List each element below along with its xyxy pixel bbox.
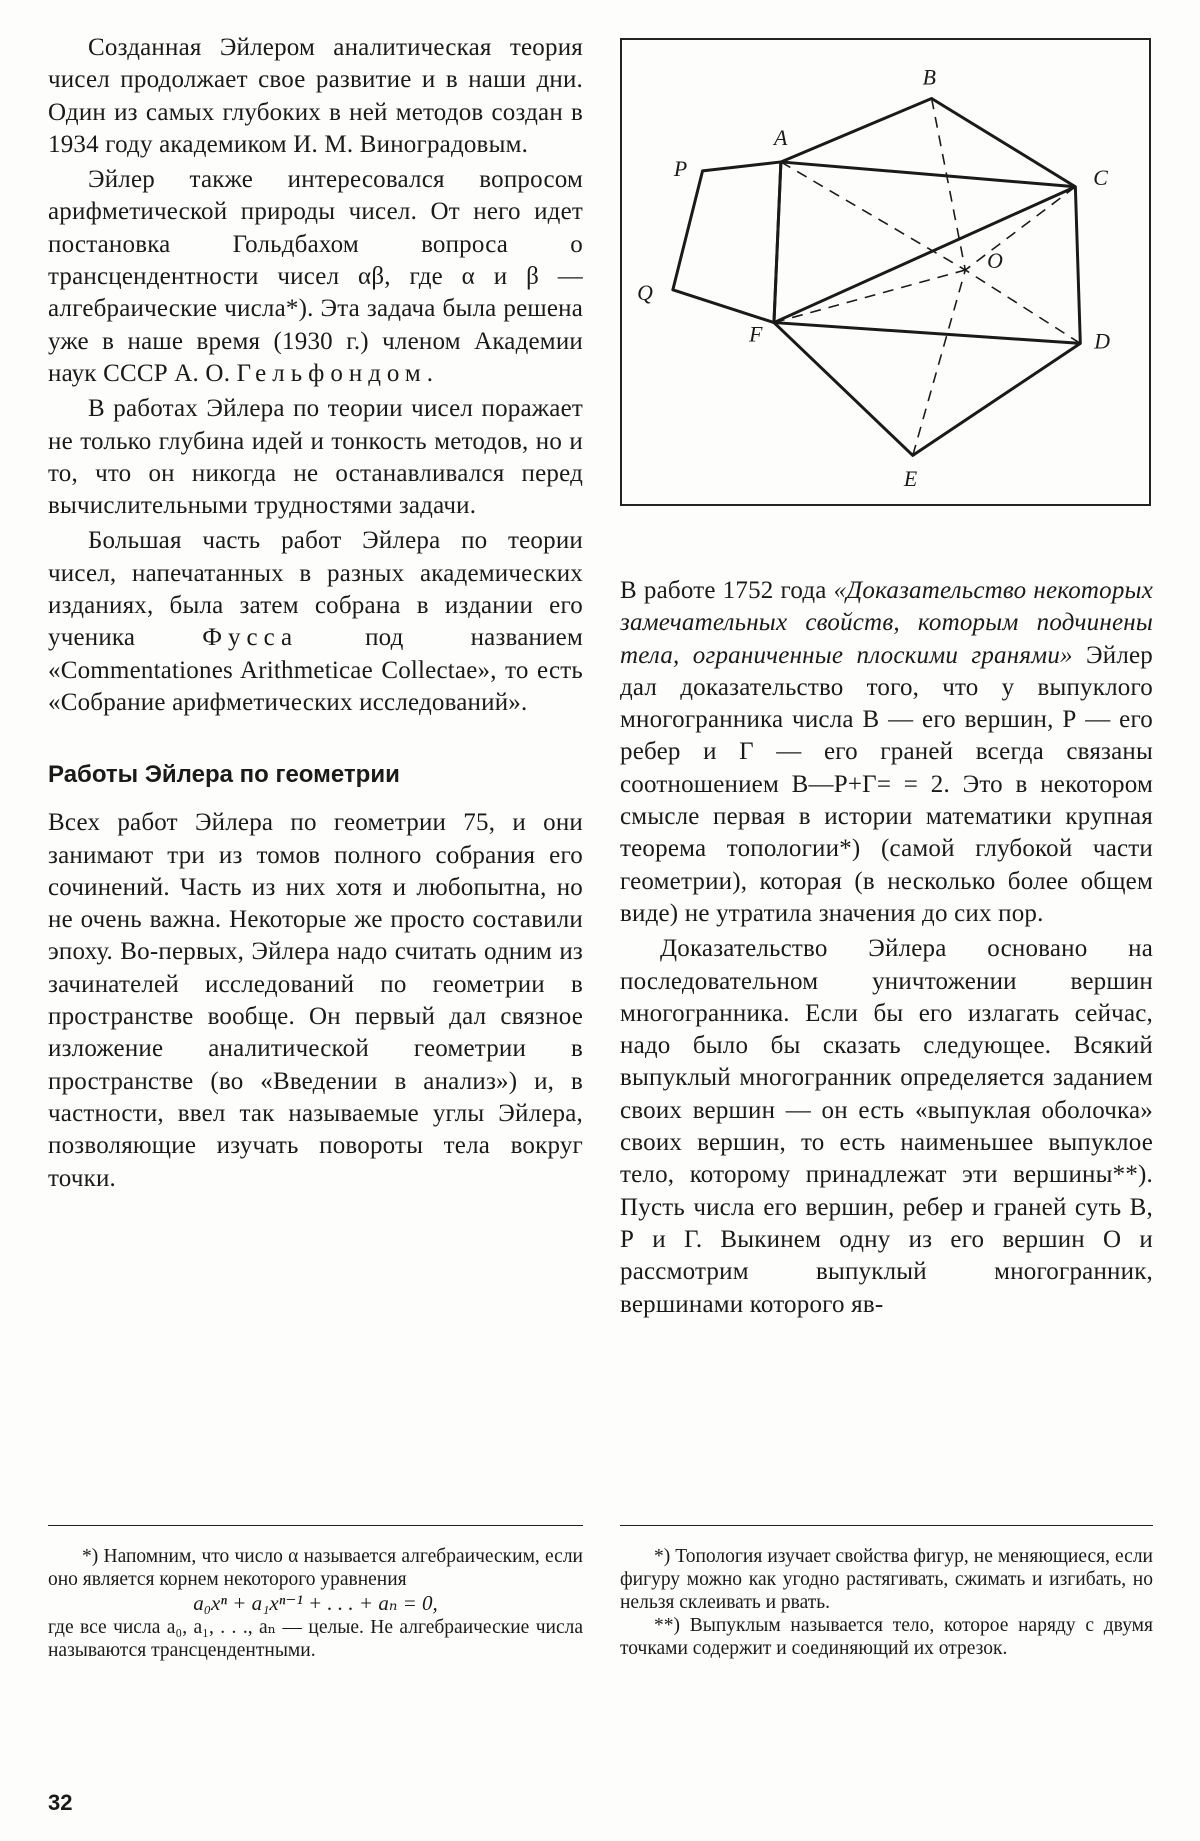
label-c: C bbox=[1093, 165, 1108, 190]
footnote-rule-left bbox=[48, 1525, 583, 1526]
footnote-transcendental: где все числа a₀, a₁, . . ., aₙ — целые. Не алгебраические числа называются трансцендентными. bbox=[48, 1617, 583, 1661]
polyhedron-outline bbox=[774, 98, 1080, 455]
footnote-formula: a₀xⁿ + a₁xⁿ⁻¹ + . . . + aₙ = 0, bbox=[193, 1591, 438, 1615]
left-column bbox=[48, 32, 583, 1195]
polyhedron-figure bbox=[620, 38, 1151, 506]
paragraph-depth-of-ideas: В работах Эйлера по теории чисел поражает не только глубина идей и тонкость методов, но и то, что он никогда не останавливался перед вычислительными трудностями задачи. bbox=[48, 395, 583, 520]
paragraph-geometry-works: Всех работ Эйлера по геометрии 75, и они занимают три из томов полного собрания его сочинений. Часть из них хотя и любопытна, но не очень важна. Некоторые же просто составили эпоху. Во-первых, Эйлера надо считать одним из зачинателей исследований по геометрии в пространстве вообще. Он первый дал связное изложение аналитической геометрии в пространстве (во «Введении в анализ») и, в частности, ввел так называемые углы Эйлера, позволяющие изучать повороты тела вокруг точки. bbox=[48, 809, 583, 1192]
edge-e-o bbox=[913, 270, 966, 455]
edge-a-c bbox=[781, 162, 1075, 187]
label-q: Q bbox=[637, 280, 653, 305]
paragraph-gelfond bbox=[48, 164, 583, 390]
footnote-topology: *) Топология изучает свойства фигур, не меняющиеся, если фигуру можно как угодно растягивать, сжимать и изгибать, но нельзя склеивать и рвать. bbox=[620, 1546, 1153, 1613]
paragraph-analytic-theory: Созданная Эйлером аналитическая теория чисел продолжает свое развитие и в наши дни. Один из самых глубоких в ней методов создан в 1934 году академиком И. М. Виноградовым. bbox=[48, 34, 583, 158]
solid-edges bbox=[673, 98, 1080, 455]
gelfond-name: Гельфондом. bbox=[236, 359, 440, 387]
paragraph-euler-formula-start: В работе 1752 года bbox=[620, 577, 834, 604]
label-o: O bbox=[987, 249, 1003, 274]
edge-f-c bbox=[774, 187, 1075, 323]
paragraph-fuss-collection bbox=[48, 525, 583, 719]
fuss-name: Фусса bbox=[202, 624, 299, 652]
page-number: 32 bbox=[48, 1790, 73, 1815]
paragraph-euler-formula-rest: Эйлер дал доказательство того, что у выпуклого многогранника числа В — его вершин, Р — его ребер и Г — его граней всегда связаны соотношением В—Р+Г= = 2. Это в некотором смысле первая в истории математики крупная теорема топологии*) (самой глубокой части геометрии), которая (в несколько более общем виде) не утратила значения до сих пор. bbox=[620, 641, 1153, 927]
paragraph-fuss-text-1: Большая часть работ Эйлера по теории чисел, напечатанных в разных академических изданиях, была затем собрана в издании его ученика bbox=[48, 527, 583, 652]
label-d: D bbox=[1094, 329, 1110, 354]
edge-d-o bbox=[965, 270, 1080, 343]
hidden-edges bbox=[774, 98, 1080, 455]
footnote-rule-right bbox=[620, 1525, 1153, 1526]
label-f: F bbox=[749, 322, 763, 347]
work-title-italic: «Доказательство некоторых замечательных свойств, которым подчинены тела, ограниченные плоскими гранями» bbox=[620, 577, 1153, 669]
paragraph-gelfond-text: Эйлер также интересовался вопросом арифметической природы чисел. От него идет постановка Гольдбахом вопроса о трансцендентности чисел αβ, где α и β — алгебраические числа*). Эта задача была решена уже в наше время (1930 г.) членом Академии наук СССР А. О. bbox=[48, 166, 583, 387]
label-e: E bbox=[903, 467, 918, 492]
label-p: P bbox=[673, 156, 688, 181]
label-b: B bbox=[922, 65, 937, 90]
paragraph-euler-formula bbox=[620, 575, 1153, 930]
label-a: A bbox=[773, 126, 788, 151]
footnote-left bbox=[48, 1545, 583, 1662]
paragraph-proof: Доказательство Эйлера основано на последовательном уничтожении вершин многогранника. Если бы его излагать сейчас, надо было бы сказать следующее. Всякий выпуклый многогранник определяется заданием своих вершин — он есть «выпуклая оболочка» своих вершин, то есть наименьшее выпуклое тело, которому принадлежат эти вершины**). Пусть числа его вершин, ребер и граней суть В, Р и Г. Выкинем одну из его вершин О и рассмотрим выпуклый многогранник, вершинами которого яв- bbox=[620, 935, 1153, 1318]
polyhedron-diagram bbox=[622, 40, 1149, 504]
edge-a-f bbox=[774, 162, 781, 323]
paragraph-fuss-text-2: под названием «Commentationes Arithmeticae Collectae», то есть «Собрание арифметических исследований». bbox=[48, 624, 583, 716]
footnote-convex: **) Выпуклым называется тело, которое наряду с двумя точками содержит и соединяющий их отрезок. bbox=[620, 1615, 1153, 1659]
edge-a-o bbox=[781, 162, 965, 270]
edge-f-d bbox=[774, 323, 1080, 344]
right-column bbox=[620, 575, 1153, 1321]
footnote-right bbox=[620, 1545, 1153, 1660]
section-heading: Работы Эйлера по геометрии bbox=[48, 761, 400, 789]
footnote-algebraic: *) Напомним, что число α называется алгебраическим, если оно является корнем некоторого уравнения bbox=[48, 1546, 583, 1590]
edge-a-p-q-f bbox=[673, 162, 781, 323]
